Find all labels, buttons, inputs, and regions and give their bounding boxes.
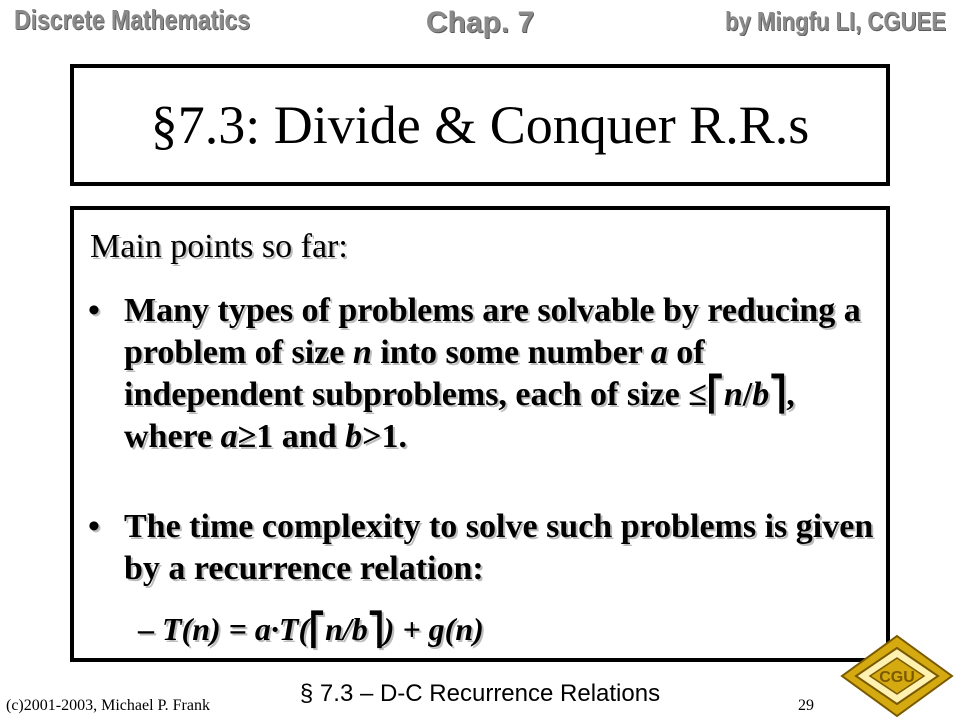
footer-copyright: (c)2001-2003, Michael P. Frank — [6, 697, 210, 714]
bullet-item — [88, 506, 878, 590]
bullet-item — [88, 290, 878, 458]
sub-bullet — [138, 610, 484, 648]
header-chapter: Chap. 7 — [425, 6, 535, 39]
bullet-text: The time complexity to solve such problems is given by a recurrence relation: — [124, 508, 874, 587]
content-box — [70, 206, 890, 662]
lead-text: Main points so far: — [90, 228, 348, 265]
title-box — [70, 64, 890, 186]
logo-text: CGU — [879, 669, 915, 686]
bullet-text: Many types of problems are solvable by reducing a problem of size n into some number a of independent subproblems, each of size ≤⎡n/b⎤, where a≥1 and b>1. — [124, 292, 861, 455]
footer-section: § 7.3 – D-C Recurrence Relations — [299, 680, 661, 707]
page-number: 29 — [798, 697, 814, 714]
bullet-marker: • — [88, 292, 100, 329]
header-course-title: Discrete Mathematics — [14, 4, 251, 35]
header-author: by Mingfu LI, CGUEE — [725, 6, 946, 36]
recurrence-formula: T(n) = a·T(⎡n/b⎤) + g(n) — [162, 611, 484, 647]
bullet-marker: • — [88, 508, 100, 545]
slide-title: §7.3: Divide & Conquer R.R.s — [150, 95, 810, 155]
sub-bullet-marker: – — [138, 611, 154, 647]
cgu-logo-icon — [840, 634, 954, 718]
